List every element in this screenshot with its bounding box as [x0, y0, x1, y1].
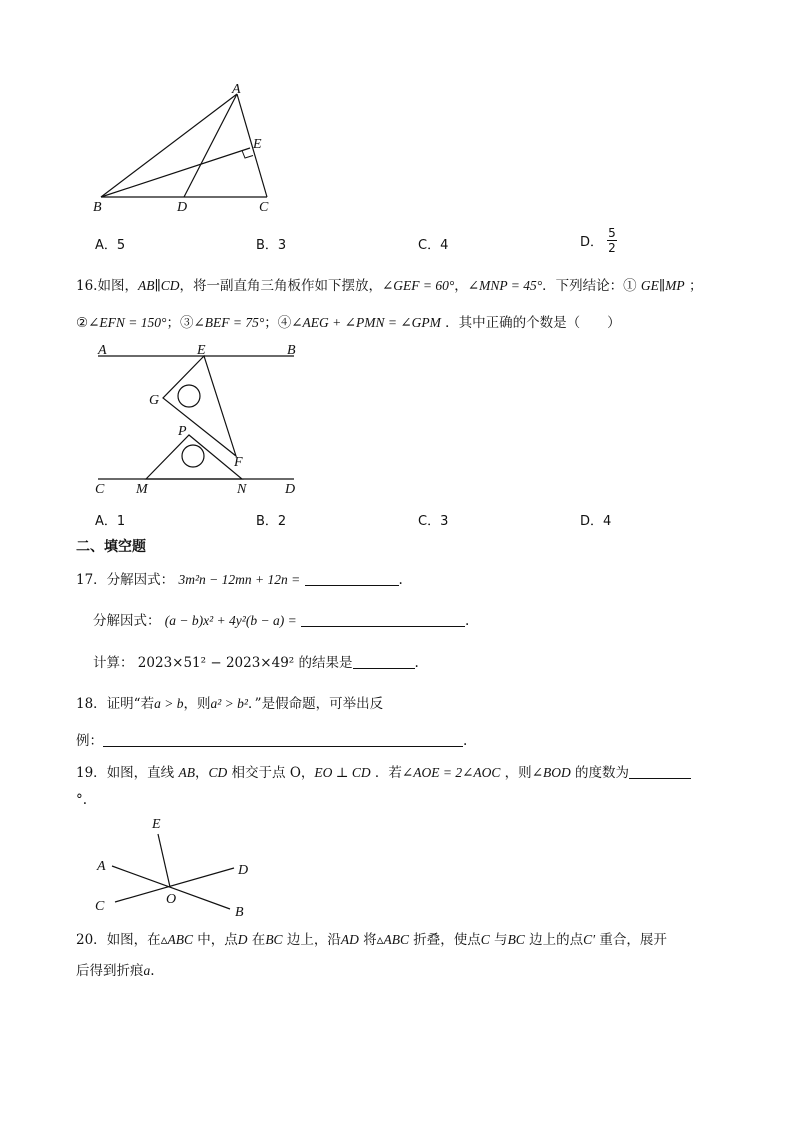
fraction-denominator: 2	[608, 241, 616, 255]
label-m: M	[136, 482, 148, 497]
label-d: D	[177, 200, 188, 215]
q17-label: 分解因式：	[93, 613, 161, 629]
side-ab	[101, 94, 237, 197]
q20-line-2	[76, 959, 155, 979]
q16-text: ，	[454, 278, 468, 294]
label-d: D	[238, 863, 249, 878]
q15-option-d-label: D．	[580, 235, 604, 250]
q16-line-1	[76, 274, 702, 294]
label-o: O	[166, 892, 177, 907]
q19-text: ，	[194, 765, 209, 781]
circled-number-4: ④	[277, 315, 292, 331]
q17-part-3	[93, 651, 419, 671]
q20-expr-a: a	[143, 963, 151, 978]
q19-text: ，则	[500, 765, 532, 781]
label-b: B	[93, 200, 102, 215]
q15-option-c[interactable]: C．4	[418, 238, 449, 253]
question-number: 19．	[76, 765, 107, 781]
q16-expr-gef: ∠GEF = 60°	[381, 278, 455, 293]
q17-text: .	[464, 613, 470, 629]
q19-text: 如图，直线	[106, 765, 175, 781]
q16-expr-mnp: ∠MNP = 45°	[467, 278, 543, 293]
side-ac	[237, 94, 267, 197]
q15-triangle-figure	[85, 80, 285, 215]
q19-expr-aoe: ∠AOE = 2∠AOC	[401, 765, 501, 780]
fraction-five-halves	[607, 226, 617, 255]
q19-text: 的度数为	[570, 765, 630, 781]
question-number: 17．	[76, 572, 107, 588]
q19-expr-ab: AB	[178, 765, 195, 780]
q16-option-c[interactable]: C．3	[418, 514, 449, 529]
q17-expr-2: (a − b)x² + 4y²(b − a) =	[164, 613, 297, 628]
q18-line-1	[76, 692, 383, 712]
q16-text: ；	[688, 278, 703, 294]
circled-number-1: ①	[623, 278, 637, 294]
label-f: F	[234, 455, 243, 470]
set-square-30-60	[163, 356, 236, 456]
label-c: C	[259, 200, 269, 215]
q20-line-1	[76, 928, 667, 948]
q17-part-2	[93, 609, 469, 629]
q19-text: 相交于点 O，	[227, 765, 315, 781]
q18-text: 证明“若	[106, 696, 155, 712]
label-e: E	[152, 817, 161, 832]
q16-text: ．下列结论：	[542, 278, 624, 294]
segment-be	[101, 148, 250, 197]
q20-text: 在	[247, 932, 266, 948]
segment-ad	[184, 94, 237, 197]
q16-expr-efn: ∠EFN = 150°	[88, 315, 167, 330]
q20-text: 后得到折痕	[76, 963, 144, 979]
q17-text: .	[414, 655, 419, 671]
q17-answer-blank-3[interactable]	[353, 654, 415, 669]
label-e: E	[253, 137, 262, 152]
q16-option-b[interactable]: B．2	[256, 514, 287, 529]
q16-option-a[interactable]: A．1	[95, 514, 126, 529]
q19-expr-bod: ∠BOD	[531, 765, 571, 780]
q17-expr-3: 2023×51² − 2023×49²	[137, 655, 295, 671]
q20-expr-triangle: ▵ABC	[160, 932, 193, 947]
q16-expr-aeg: ∠AEG + ∠PMN = ∠GPM	[291, 315, 441, 330]
q15-option-a[interactable]: A．5	[95, 238, 126, 253]
board-hole-bottom	[182, 445, 204, 467]
q17-label: 分解因式：	[106, 572, 175, 588]
label-d: D	[285, 482, 296, 497]
q20-text: 折叠，使点	[408, 932, 481, 948]
q18-expr-1: a > b	[154, 696, 184, 711]
q16-text: ，将一副直角三角板作如下摆放，	[179, 278, 382, 294]
q18-line-2	[76, 729, 467, 749]
q20-text: 与	[489, 932, 508, 948]
label-a: A	[232, 82, 241, 97]
label-c: C	[95, 482, 105, 497]
q19-intersecting-lines-figure	[90, 812, 270, 922]
label-e: E	[197, 343, 206, 358]
q16-text: 如图，	[97, 278, 138, 294]
q20-expr-c-prime: C′	[583, 932, 596, 947]
q18-expr-2: a² > b²	[210, 696, 248, 711]
fraction-numerator: 5	[608, 226, 616, 240]
q17-text: 的结果是	[294, 655, 353, 671]
label-c: C	[95, 899, 105, 914]
q20-text: 如图，在	[106, 932, 161, 948]
q17-expr-1: 3m²n − 12mn + 12n =	[178, 572, 301, 587]
q15-option-d[interactable]	[580, 226, 617, 255]
q20-text: 边上的点	[524, 932, 584, 948]
q16-expr-ab-cd: AB∥CD	[137, 278, 180, 293]
q16-option-d[interactable]: D．4	[580, 514, 612, 529]
q19-text: ．若	[370, 765, 402, 781]
label-g: G	[149, 393, 160, 408]
q17-part-1	[76, 568, 403, 588]
label-b: B	[235, 905, 244, 920]
q20-text: 重合，展开	[595, 932, 667, 948]
section-title-fill-in: 二、填空题	[76, 539, 146, 555]
label-p: P	[178, 424, 187, 439]
q19-line-1	[76, 761, 691, 781]
q20-expr-d: D	[237, 932, 248, 947]
question-number: 16.	[76, 278, 98, 294]
question-number: 20．	[76, 932, 107, 948]
q16-text: ；	[264, 315, 278, 331]
q20-text: .	[150, 963, 155, 979]
q20-text: 将	[358, 932, 377, 948]
q15-option-b[interactable]: B．3	[256, 238, 287, 253]
q18-text: 例：	[76, 733, 103, 749]
q20-expr-triangle: ▵ABC	[376, 932, 409, 947]
q20-text: 边上，沿	[282, 932, 341, 948]
q16-expr-ge-mp: GE∥MP	[640, 278, 685, 293]
q18-answer-blank[interactable]	[103, 732, 463, 747]
q17-text: .	[398, 572, 403, 588]
label-b: B	[287, 343, 296, 358]
q17-answer-blank-1[interactable]	[305, 571, 399, 586]
q20-expr-bc: BC	[265, 932, 283, 947]
q16-text: ．其中正确的个数是（ ）	[440, 315, 621, 331]
q20-expr-ad: AD	[340, 932, 359, 947]
q16-triangle-boards-figure	[90, 338, 310, 498]
q19-answer-blank[interactable]	[629, 764, 691, 779]
q18-text: ，则	[183, 696, 211, 712]
circled-number-3: ③	[179, 315, 194, 331]
q19-degree-mark: °.	[76, 792, 88, 808]
q20-expr-bc: BC	[507, 932, 525, 947]
right-angle-mark	[242, 151, 253, 159]
label-a: A	[97, 859, 106, 874]
q16-line-2	[76, 311, 621, 331]
circled-number-2: ②	[76, 315, 89, 331]
label-n: N	[237, 482, 247, 497]
board-hole-top	[178, 385, 200, 407]
q19-expr-cd: CD	[208, 765, 228, 780]
q20-text: 中，点	[192, 932, 238, 948]
question-number: 18．	[76, 696, 107, 712]
q19-expr-eo-cd: EO ⊥ CD	[314, 765, 371, 780]
q18-text: ．”是假命题，可举出反	[247, 696, 384, 712]
label-a: A	[98, 343, 107, 358]
set-square-45	[146, 435, 242, 479]
q20-expr-c: C	[480, 932, 490, 947]
q18-text: .	[463, 733, 468, 749]
q16-expr-bef: ∠BEF = 75°	[193, 315, 265, 330]
q17-answer-blank-2[interactable]	[301, 612, 465, 627]
q17-label: 计算：	[93, 655, 134, 671]
ray-oe	[158, 834, 170, 887]
q16-text: ；	[166, 315, 180, 331]
